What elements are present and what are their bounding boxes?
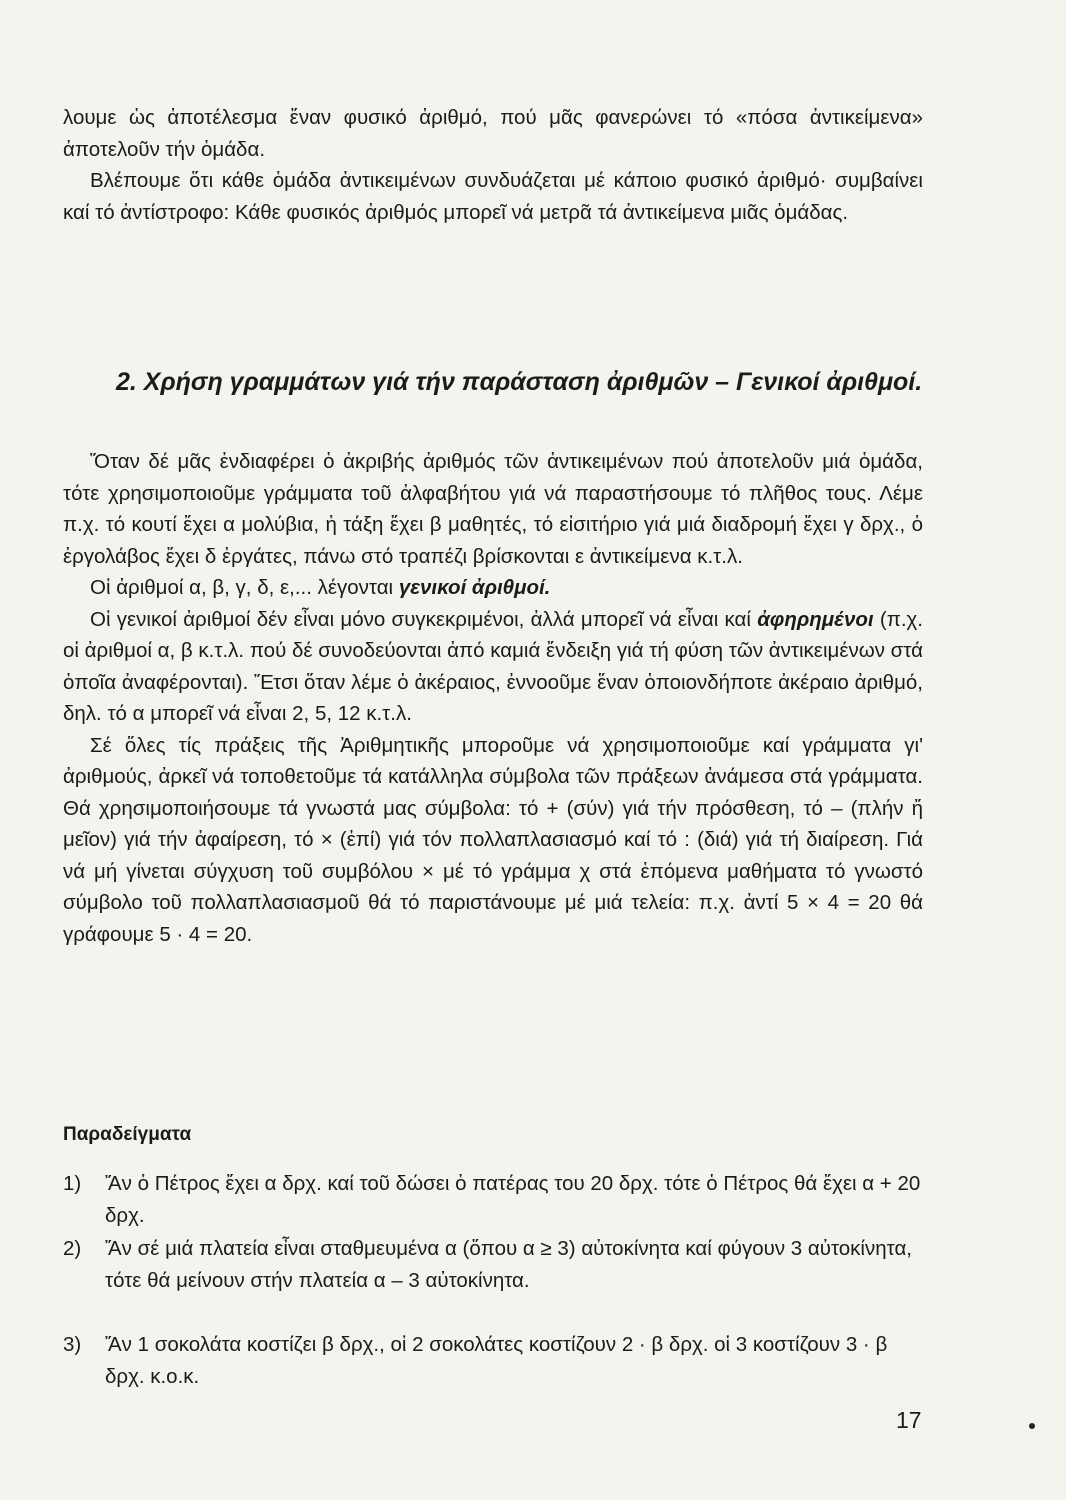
example-number: 1) [63,1172,82,1195]
section-paragraph-2 [63,572,923,604]
section-paragraph-3 [63,604,923,730]
paragraph-2-text: Οἱ ἀριθμοί α, β, γ, δ, ε,... λέγονται [90,576,399,599]
section-paragraph-4: Σέ ὅλες τίς πράξεις τῆς Ἀριθμητικῆς μποροῦμε νά χρησιμοποιοῦμε καί γράμματα γι' ἀριθμούς, ἀρκεῖ νά τοποθετοῦμε τά κατάλληλα σύμβολα τῶν πράξεων ἀνάμεσα στά γράμματα. Θά χρησιμοποιήσουμε τά γνωστά μας σύμβολα: τό + (σύν) γιά τήν πρόσθεση, τό – (πλήν ἤ μεῖον) γιά τήν ἀφαίρεση, τό × (ἐπί) γιά τόν πολλαπλασιασμό καί τό : (διά) γιά τή διαίρεση. Γιά νά μή γίνεται σύγχυση τοῦ συμβόλου × μέ τό γράμμα χ στά ἑπόμενα μαθήματα τό γνωστό σύμβολο τοῦ πολλαπλασιασμοῦ θά τό παριστάνουμε μέ μιά τελεία: π.χ. ἀντί 5 × 4 = 20 θά γράφουμε 5 · 4 = 20. [63,733,923,946]
term-abstract: ἀφηρημένοι [757,607,874,631]
example-item [63,1329,923,1392]
section-heading: 2. Χρήση γραμμάτων γιά τήν παράσταση ἀριθμῶν – Γενικοί ἀριθμοί. [116,368,923,396]
example-text: Ἄν ὁ Πέτρος ἔχει α δρχ. καί τοῦ δώσει ὁ πατέρας του 20 δρχ. τότε ὁ Πέτρος θά ἔχει α + 20 δρχ. [105,1172,921,1227]
section-paragraph-1: Ὅταν δέ μᾶς ἐνδιαφέρει ὁ ἀκριβής ἀριθμός τῶν ἀντικειμένων πού ἀποτελοῦν μιά ὁμάδα, τότε χρησιμοποιοῦμε γράμματα τοῦ ἀλφαβήτου γιά νά παραστήσουμε τό πλῆθος τους. Λέμε π.χ. τό κουτί ἔχει α μολύβια, ἡ τάξη ἔχει β μαθητές, τό εἰσιτήριο γιά μιά διαδρομή ἔχει γ δρχ., ὁ ἐργολάβος ἔχει δ ἐργάτες, πάνω στό τραπέζι βρίσκονται ε ἀντικείμενα κ.τ.λ. [63,450,923,568]
example-item [63,1168,923,1231]
examples-heading: Παραδείγματα [63,1124,192,1145]
example-number: 3) [63,1333,82,1356]
section-body [63,446,923,950]
margin-dot [1029,1423,1035,1429]
intro-text [63,102,923,228]
example-text: Ἄν σέ μιά πλατεία εἶναι σταθμευμένα α (ὅπου α ≥ 3) αὐτοκίνητα καί φύγουν 3 αὐτοκίνητα, τότε θά μείνουν στήν πλατεία α – 3 αὐτοκίνητα. [105,1237,912,1292]
paragraph-3-text-b: (π.χ. οἱ ἀριθμοί α, β κ.τ.λ. πού δέ συνοδεύονται ἀπό καμιά ἔνδειξη γιά τή φύση τῶν ἀντικειμένων στά ὁποῖα ἀναφέρονται). Ἔτσι ὅταν λέμε ὁ ἀκέραιος, ἐννοοῦμε ἕναν ὁποιονδήποτε ἀκέραιο ἀριθμό, δηλ. τό α μπορεῖ νά εἶναι 2, 5, 12 κ.τ.λ. [63,607,923,725]
example-text: Ἄν 1 σοκολάτα κοστίζει β δρχ., οἱ 2 σοκολάτες κοστίζουν 2 · β δρχ. οἱ 3 κοστίζουν 3 · β δρχ. κ.ο.κ. [105,1333,888,1388]
term-general-numbers: γενικοί ἀριθμοί. [398,576,551,599]
page-number: 17 [896,1407,922,1433]
example-item [63,1233,923,1296]
intro-paragraph-1: λουμε ὡς ἀποτέλεσμα ἕναν φυσικό ἀριθμό, πού μᾶς φανερώνει τό «πόσα ἀντικείμενα» ἀποτελοῦν τήν ὁμάδα. [63,106,923,161]
intro-paragraph-2: Βλέπουμε ὅτι κάθε ὁμάδα ἀντικειμένων συνδυάζεται μέ κάποιο φυσικό ἀριθμό· συμβαίνει καί τό ἀντίστροφο: Κάθε φυσικός ἀριθμός μπορεῖ νά μετρᾶ τά ἀντικείμενα μιᾶς ὁμάδας. [63,169,923,224]
example-number: 2) [63,1237,82,1260]
paragraph-3-text-a: Οἱ γενικοί ἀριθμοί δέν εἶναι μόνο συγκεκριμένοι, ἀλλά μπορεῖ νά εἶναι καί [90,607,758,631]
